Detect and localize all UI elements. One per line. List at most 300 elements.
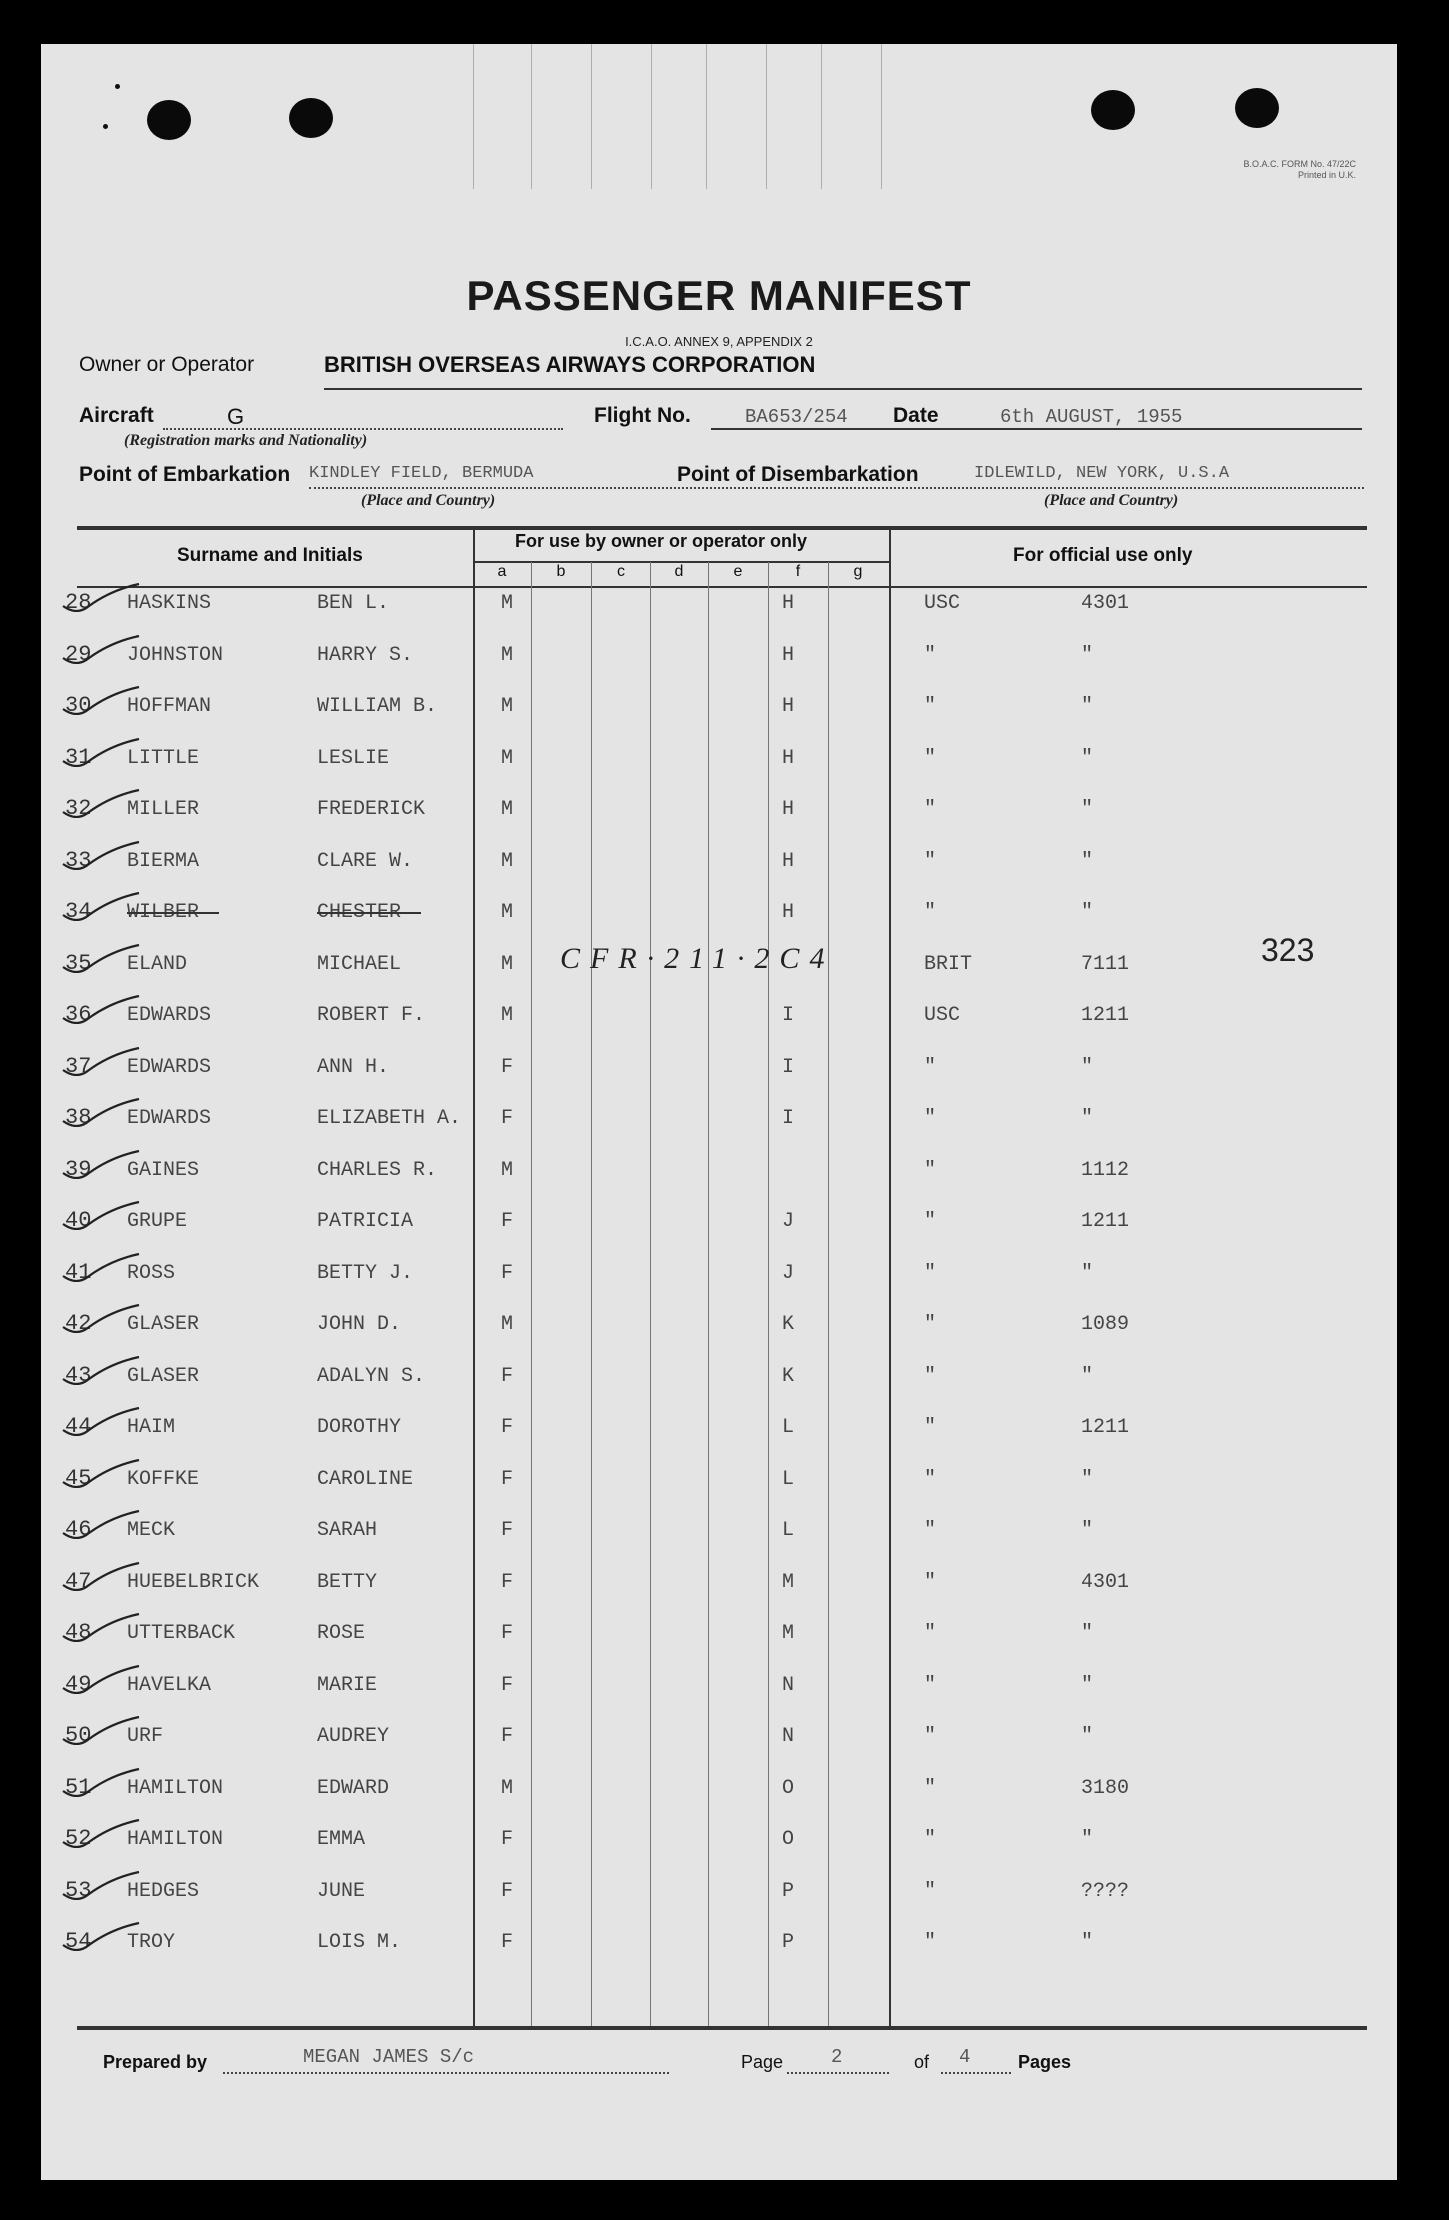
official-code: "	[1081, 1519, 1094, 1542]
passenger-initials: ADALYN S.	[317, 1364, 426, 1388]
passenger-surname: HAMILTON	[127, 1828, 224, 1851]
table-row	[41, 1929, 1397, 1977]
check-tick-icon	[59, 1046, 143, 1076]
passenger-initials: JOHN D.	[317, 1313, 402, 1336]
header-surname: Surname and Initials	[177, 545, 363, 566]
table-row	[41, 693, 1397, 741]
check-tick-icon	[59, 788, 143, 818]
sex-column: F	[500, 1570, 513, 1594]
passenger-initials: CLARE W.	[317, 849, 414, 873]
passenger-number: 39	[65, 1156, 92, 1182]
table-row	[41, 1363, 1397, 1411]
aircraft-value: G	[227, 404, 245, 429]
aircraft-label: Aircraft	[79, 404, 154, 427]
disembark-note: (Place and Country)	[1044, 492, 1179, 509]
nationality: "	[924, 1776, 937, 1800]
official-code: 3180	[1081, 1776, 1130, 1800]
check-tick-icon	[59, 840, 143, 870]
page-value: 2	[831, 2046, 843, 2068]
check-tick-icon	[59, 1252, 143, 1282]
subcol-b: b	[556, 563, 566, 580]
passenger-surname: GAINES	[127, 1158, 200, 1182]
passenger-number: 49	[65, 1671, 92, 1697]
group-column: H	[781, 901, 794, 924]
embark-rule	[309, 487, 1364, 489]
table-row	[41, 1620, 1397, 1668]
nationality: "	[924, 1158, 937, 1182]
passenger-number: 30	[65, 693, 92, 718]
strikethrough	[127, 912, 219, 914]
nationality: "	[924, 1519, 937, 1542]
nationality: "	[924, 849, 937, 873]
passenger-number: 37	[65, 1053, 92, 1079]
punch-hole	[289, 98, 333, 138]
passenger-number: 51	[65, 1774, 92, 1800]
aircraft-note: (Registration marks and Nationality)	[124, 432, 368, 449]
sex-column: M	[500, 1158, 513, 1182]
sex-column: M	[500, 1313, 513, 1336]
official-code: "	[1081, 746, 1094, 770]
prepared-rule	[223, 2072, 669, 2074]
group-column: M	[781, 1622, 794, 1645]
sex-column: M	[500, 1776, 513, 1800]
passenger-initials: ANN H.	[317, 1055, 390, 1079]
passenger-surname: TROY	[127, 1931, 176, 1954]
passenger-surname: GRUPE	[127, 1210, 188, 1233]
table-row	[41, 848, 1397, 896]
nationality: "	[924, 1725, 937, 1748]
passenger-number: 44	[65, 1414, 92, 1439]
passenger-initials: CHESTER	[317, 901, 402, 924]
prepared-label: Prepared by	[103, 2052, 208, 2072]
prepared-value: MEGAN JAMES S/c	[303, 2046, 475, 2068]
sex-column: F	[500, 1416, 513, 1439]
passenger-surname: EDWARDS	[127, 1004, 212, 1027]
sex-column: F	[500, 1519, 513, 1542]
passenger-initials: CHARLES R.	[317, 1158, 438, 1182]
aircraft-rule	[163, 428, 563, 430]
sex-column: M	[500, 952, 513, 976]
passenger-initials: CAROLINE	[317, 1467, 414, 1491]
nationality: "	[924, 1673, 937, 1697]
table-bottom-rule	[77, 2026, 1367, 2030]
group-column: M	[781, 1570, 794, 1594]
sex-column: M	[500, 901, 513, 924]
passenger-surname: HEDGES	[127, 1879, 200, 1903]
punch-hole	[1091, 90, 1135, 130]
table-row	[41, 1826, 1397, 1874]
check-tick-icon	[59, 1921, 143, 1951]
passenger-surname: BIERMA	[127, 849, 200, 873]
ghost-line	[766, 44, 767, 189]
group-column: I	[781, 1107, 794, 1130]
table-row	[41, 745, 1397, 793]
group-column: O	[781, 1828, 794, 1851]
group-column: P	[781, 1879, 794, 1903]
table-row	[41, 1723, 1397, 1771]
subcol-g: g	[853, 563, 863, 580]
check-tick-icon	[59, 994, 143, 1024]
passenger-surname: WILBER	[127, 901, 200, 924]
table-row	[41, 899, 1397, 947]
ghost-line	[821, 44, 822, 189]
passenger-initials: ROSE	[317, 1622, 366, 1645]
passenger-number: 32	[65, 796, 92, 821]
passenger-number: 34	[65, 899, 92, 924]
nationality: "	[924, 1107, 937, 1130]
official-code: "	[1081, 1931, 1094, 1954]
official-code: "	[1081, 901, 1094, 924]
official-code: 4301	[1081, 1570, 1130, 1594]
nationality: "	[924, 1416, 937, 1439]
handwritten-eland-note: CFR·211·2C4	[560, 942, 835, 975]
nationality: "	[924, 1313, 937, 1336]
nationality: USC	[924, 592, 961, 615]
table-row	[41, 1517, 1397, 1565]
table-row	[41, 1054, 1397, 1102]
check-tick-icon	[59, 1561, 143, 1591]
sex-column: M	[500, 849, 513, 873]
check-tick-icon	[59, 634, 143, 664]
check-tick-icon	[59, 1097, 143, 1127]
passenger-initials: BETTY	[317, 1570, 378, 1594]
group-column: H	[781, 643, 794, 667]
embark-label: Point of Embarkation	[79, 463, 291, 486]
passenger-surname: KOFFKE	[127, 1467, 200, 1491]
group-column: K	[781, 1364, 794, 1388]
ghost-line	[881, 44, 882, 189]
passenger-number: 33	[65, 847, 92, 873]
passenger-surname: HAIM	[127, 1416, 176, 1439]
check-tick-icon	[59, 1870, 143, 1900]
passenger-surname: UTTERBACK	[127, 1622, 236, 1645]
embark-value: KINDLEY FIELD, BERMUDA	[309, 464, 534, 483]
sex-column: F	[500, 1931, 513, 1954]
passenger-surname: URF	[127, 1725, 164, 1748]
nationality: "	[924, 1828, 937, 1851]
check-tick-icon	[59, 1818, 143, 1848]
passenger-number: 46	[65, 1517, 92, 1542]
passenger-number: 35	[65, 950, 92, 976]
form-ref-line2: Printed in U.K.	[1297, 170, 1356, 180]
subcol-e: e	[733, 563, 743, 580]
ghost-line	[591, 44, 592, 189]
passenger-initials: JUNE	[317, 1879, 366, 1903]
table-row	[41, 1878, 1397, 1926]
official-code: "	[1081, 798, 1094, 821]
subcol-c: c	[617, 563, 625, 580]
group-column: I	[781, 1004, 794, 1027]
nationality: "	[924, 1467, 937, 1491]
table-row	[41, 1157, 1397, 1205]
embark-note: (Place and Country)	[361, 492, 496, 509]
passenger-surname: MILLER	[127, 798, 200, 821]
official-code: "	[1081, 1673, 1094, 1697]
check-tick-icon	[59, 891, 143, 921]
owner-rule	[324, 388, 1362, 390]
passenger-surname: GLASER	[127, 1364, 200, 1388]
passenger-surname: ELAND	[127, 952, 188, 976]
group-column: I	[781, 1055, 794, 1079]
punch-hole	[147, 100, 191, 140]
sex-column: F	[500, 1879, 513, 1903]
table-row	[41, 1311, 1397, 1359]
group-column: H	[781, 592, 794, 615]
ghost-line	[473, 44, 474, 189]
table-row	[41, 1208, 1397, 1256]
owner-label: Owner or Operator	[79, 353, 255, 376]
group-column: L	[781, 1467, 794, 1491]
official-code: "	[1081, 1725, 1094, 1748]
subcol-f: f	[795, 563, 801, 580]
group-column: N	[781, 1673, 794, 1697]
table-row	[41, 1569, 1397, 1617]
disembark-value: IDLEWILD, NEW YORK, U.S.A	[974, 464, 1230, 483]
check-tick-icon	[59, 1664, 143, 1694]
passenger-initials: MICHAEL	[317, 952, 402, 976]
sex-column: F	[500, 1107, 513, 1130]
nationality: "	[924, 1055, 937, 1079]
official-code: ????	[1081, 1879, 1130, 1903]
form-ref-line1: B.O.A.C. FORM No. 47/22C	[1243, 159, 1356, 169]
passenger-initials: SARAH	[317, 1519, 378, 1542]
sex-column: F	[500, 1725, 513, 1748]
passenger-number: 47	[65, 1568, 92, 1594]
official-code: "	[1081, 643, 1094, 667]
nationality: "	[924, 1879, 937, 1903]
sex-column: M	[500, 1004, 513, 1027]
passenger-number: 52	[65, 1826, 92, 1851]
nationality: "	[924, 643, 937, 667]
sex-column: M	[500, 798, 513, 821]
passenger-surname: LITTLE	[127, 746, 200, 770]
passenger-initials: PATRICIA	[317, 1210, 414, 1233]
table-row	[41, 1002, 1397, 1050]
official-code: "	[1081, 1261, 1094, 1285]
passenger-surname: MECK	[127, 1519, 176, 1542]
official-code: 1089	[1081, 1313, 1130, 1336]
passenger-surname: HAMILTON	[127, 1776, 224, 1800]
owner-value: BRITISH OVERSEAS AIRWAYS CORPORATION	[324, 352, 816, 377]
sex-column: M	[500, 695, 513, 718]
passenger-initials: AUDREY	[317, 1725, 390, 1748]
group-column: K	[781, 1313, 794, 1336]
passenger-initials: LESLIE	[317, 746, 390, 770]
group-column: J	[781, 1261, 794, 1285]
nationality: "	[924, 901, 937, 924]
official-code: "	[1081, 1107, 1094, 1130]
passenger-surname: ROSS	[127, 1261, 176, 1285]
check-tick-icon	[59, 1355, 143, 1385]
table-row	[41, 1414, 1397, 1462]
table-top-rule	[77, 526, 1367, 530]
nationality: "	[924, 1931, 937, 1954]
group-column: H	[781, 798, 794, 821]
sex-column: F	[500, 1467, 513, 1491]
nationality: "	[924, 798, 937, 821]
passenger-number: 43	[65, 1362, 92, 1388]
official-code: 7111	[1081, 952, 1130, 976]
passenger-surname: HAVELKA	[127, 1673, 212, 1697]
check-tick-icon	[59, 1200, 143, 1230]
table-header-rule	[77, 586, 1367, 588]
passenger-initials: EMMA	[317, 1828, 366, 1851]
table-row	[41, 796, 1397, 844]
nationality: "	[924, 1570, 937, 1594]
check-tick-icon	[59, 1303, 143, 1333]
check-tick-icon	[59, 1767, 143, 1797]
group-column: P	[781, 1931, 794, 1954]
group-column: L	[781, 1416, 794, 1439]
nationality: "	[924, 1261, 937, 1285]
passenger-number: 36	[65, 1002, 92, 1027]
official-code: "	[1081, 1055, 1094, 1079]
page-title: PASSENGER MANIFEST	[466, 272, 972, 319]
official-code: "	[1081, 1364, 1094, 1388]
passenger-surname: GLASER	[127, 1313, 200, 1336]
ghost-line	[706, 44, 707, 189]
date-value: 6th AUGUST, 1955	[1000, 406, 1183, 428]
passenger-surname: JOHNSTON	[127, 643, 224, 667]
check-tick-icon	[59, 1715, 143, 1745]
speck	[103, 124, 108, 129]
passenger-number: 45	[65, 1465, 92, 1491]
passenger-number: 48	[65, 1620, 92, 1645]
passenger-surname: HUEBELBRICK	[127, 1570, 260, 1594]
check-tick-icon	[59, 737, 143, 767]
table-row	[41, 1105, 1397, 1153]
check-tick-icon	[59, 1406, 143, 1436]
passenger-number: 29	[65, 641, 92, 667]
sex-column: M	[500, 643, 513, 667]
of-rule	[941, 2072, 1011, 2074]
table-row	[41, 642, 1397, 690]
pages-label: Pages	[1018, 2052, 1072, 2072]
group-column: H	[781, 746, 794, 770]
sex-column: M	[500, 746, 513, 770]
official-code: 4301	[1081, 592, 1130, 615]
passenger-number: 53	[65, 1877, 92, 1903]
page-rule	[787, 2072, 889, 2074]
passenger-number: 31	[65, 744, 92, 770]
table-row	[41, 1466, 1397, 1514]
sex-column: F	[500, 1828, 513, 1851]
nationality: "	[924, 1210, 937, 1233]
ghost-line	[651, 44, 652, 189]
passenger-initials: ROBERT F.	[317, 1004, 426, 1027]
passenger-number: 41	[65, 1259, 92, 1285]
nationality: USC	[924, 1004, 961, 1027]
page-subtitle: I.C.A.O. ANNEX 9, APPENDIX 2	[625, 334, 813, 349]
nationality: "	[924, 1622, 937, 1645]
group-column: O	[781, 1776, 794, 1800]
nationality: "	[924, 746, 937, 770]
passenger-number: 40	[65, 1208, 92, 1233]
passenger-initials: ELIZABETH A.	[317, 1107, 462, 1130]
check-tick-icon	[59, 1612, 143, 1642]
check-tick-icon	[59, 685, 143, 715]
passenger-initials: BEN L.	[317, 592, 390, 615]
official-code: "	[1081, 1467, 1094, 1491]
header-owner-use: For use by owner or operator only	[515, 531, 808, 551]
manifest-page	[41, 44, 1397, 2180]
passenger-surname: EDWARDS	[127, 1107, 212, 1130]
official-code: 1211	[1081, 1416, 1130, 1439]
passenger-number: 28	[65, 590, 92, 615]
group-column: L	[781, 1519, 794, 1542]
sex-column: F	[500, 1673, 513, 1697]
passenger-initials: BETTY J.	[317, 1261, 414, 1285]
official-code: "	[1081, 1828, 1094, 1851]
official-code: "	[1081, 1622, 1094, 1645]
strikethrough	[317, 912, 421, 914]
date-label: Date	[893, 404, 939, 427]
subcol-a: a	[497, 563, 507, 580]
of-value: 4	[959, 2046, 971, 2068]
passenger-number: 38	[65, 1105, 92, 1130]
table-row	[41, 590, 1397, 638]
passenger-initials: WILLIAM B.	[317, 695, 438, 718]
punch-hole	[1235, 88, 1279, 128]
official-code: "	[1081, 849, 1094, 873]
table-row	[41, 1672, 1397, 1720]
passenger-number: 50	[65, 1723, 92, 1748]
nationality: "	[924, 695, 937, 718]
sex-column: F	[500, 1364, 513, 1388]
official-code: 1112	[1081, 1158, 1130, 1182]
table-row	[41, 1260, 1397, 1308]
passenger-initials: EDWARD	[317, 1776, 390, 1800]
flight-label: Flight No.	[594, 404, 691, 427]
sex-column: F	[500, 1261, 513, 1285]
passenger-surname: HASKINS	[127, 592, 212, 615]
passenger-number: 54	[65, 1929, 92, 1954]
passenger-initials: HARRY S.	[317, 643, 414, 667]
nationality: "	[924, 1364, 937, 1388]
official-code: 1211	[1081, 1210, 1130, 1233]
sex-column: M	[500, 592, 513, 615]
passenger-surname: HOFFMAN	[127, 695, 212, 718]
passenger-initials: LOIS M.	[317, 1931, 402, 1954]
page-label: Page	[741, 2052, 784, 2072]
nationality: BRIT	[924, 952, 973, 976]
subcol-d: d	[674, 563, 684, 580]
disembark-label: Point of Disembarkation	[677, 463, 919, 486]
speck	[115, 84, 120, 89]
flight-date-rule	[711, 428, 1362, 430]
margin-number: 323	[1261, 932, 1315, 968]
passenger-number: 42	[65, 1311, 92, 1336]
header-official-use: For official use only	[1013, 545, 1193, 566]
sex-column: F	[500, 1622, 513, 1645]
passenger-initials: FREDERICK	[317, 798, 426, 821]
passenger-initials: MARIE	[317, 1673, 378, 1697]
flight-value: BA653/254	[745, 406, 848, 428]
sex-column: F	[500, 1055, 513, 1079]
ghost-line	[531, 44, 532, 189]
group-column: J	[781, 1210, 794, 1233]
of-label: of	[914, 2052, 930, 2072]
sex-column: F	[500, 1210, 513, 1233]
check-tick-icon	[59, 582, 143, 612]
passenger-surname: EDWARDS	[127, 1055, 212, 1079]
official-code: 1211	[1081, 1004, 1130, 1027]
check-tick-icon	[59, 1149, 143, 1179]
passenger-initials: DOROTHY	[317, 1416, 402, 1439]
check-tick-icon	[59, 1509, 143, 1539]
check-tick-icon	[59, 943, 143, 973]
group-column: H	[781, 695, 794, 718]
